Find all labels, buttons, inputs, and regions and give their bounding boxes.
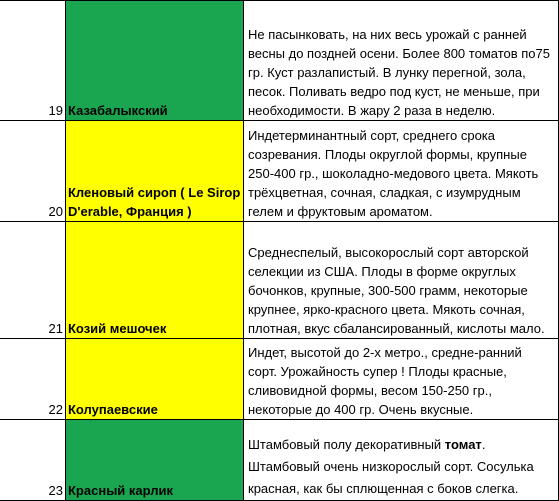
description-part: Штамбовый полу декоративный xyxy=(248,437,445,452)
variety-name: Кленовый сироп ( Le Sirop D'erable, Франция ) xyxy=(66,121,244,222)
variety-name: Козий мешочек xyxy=(66,222,244,339)
variety-description xyxy=(244,420,559,501)
row-number: 22 xyxy=(0,339,66,420)
variety-description: Среднеспелый, высокорослый сорт авторской селекции из США. Плоды в форме округлых бочонков, крупные, 300-500 грамм, некоторые крупнее, ярко-красного цвета. Мякоть сочная, плотная, вкус сбалансированный, кислоты мало. xyxy=(244,222,559,339)
variety-description: Не пасынковать, на них весь урожай с ранней весны до поздней осени. Более 800 томатов по75 гр. Куст разлапистый. В лунку перегной, зола, песок. Поливать ведро под куст, не меньше, при необходимости. В жару 2 раза в неделю. xyxy=(244,1,559,121)
variety-name: Колупаевские xyxy=(66,339,244,420)
table-row xyxy=(0,121,559,222)
row-number: 21 xyxy=(0,222,66,339)
description-part: . Штамбовый очень низкорослый сорт. Сосулька красная, как бы сплющенная с боков слегка. xyxy=(248,437,534,496)
variety-name: Казабалыкский xyxy=(66,1,244,121)
row-number: 20 xyxy=(0,121,66,222)
variety-name: Красный карлик xyxy=(66,420,244,501)
table-row xyxy=(0,339,559,420)
table-row xyxy=(0,1,559,121)
variety-description: Индет, высотой до 2-х метро., средне-ранний сорт. Урожайность супер ! Плоды красные, сливовидной формы, весом 150-250 гр., некоторые до 400 гр. Очень вкусные. xyxy=(244,339,559,420)
description-bold-word: томат xyxy=(444,437,482,452)
variety-description: Индетерминантный сорт, среднего срока созревания. Плоды округлой формы, крупные 250-400 гр., шоколадно-медового цвета. Мякоть трёхцветная, сочная, сладкая, с изумрудным гелем и фруктовым ароматом. xyxy=(244,121,559,222)
row-number: 19 xyxy=(0,1,66,121)
table-row xyxy=(0,420,559,501)
row-number: 23 xyxy=(0,420,66,501)
table-row xyxy=(0,222,559,339)
